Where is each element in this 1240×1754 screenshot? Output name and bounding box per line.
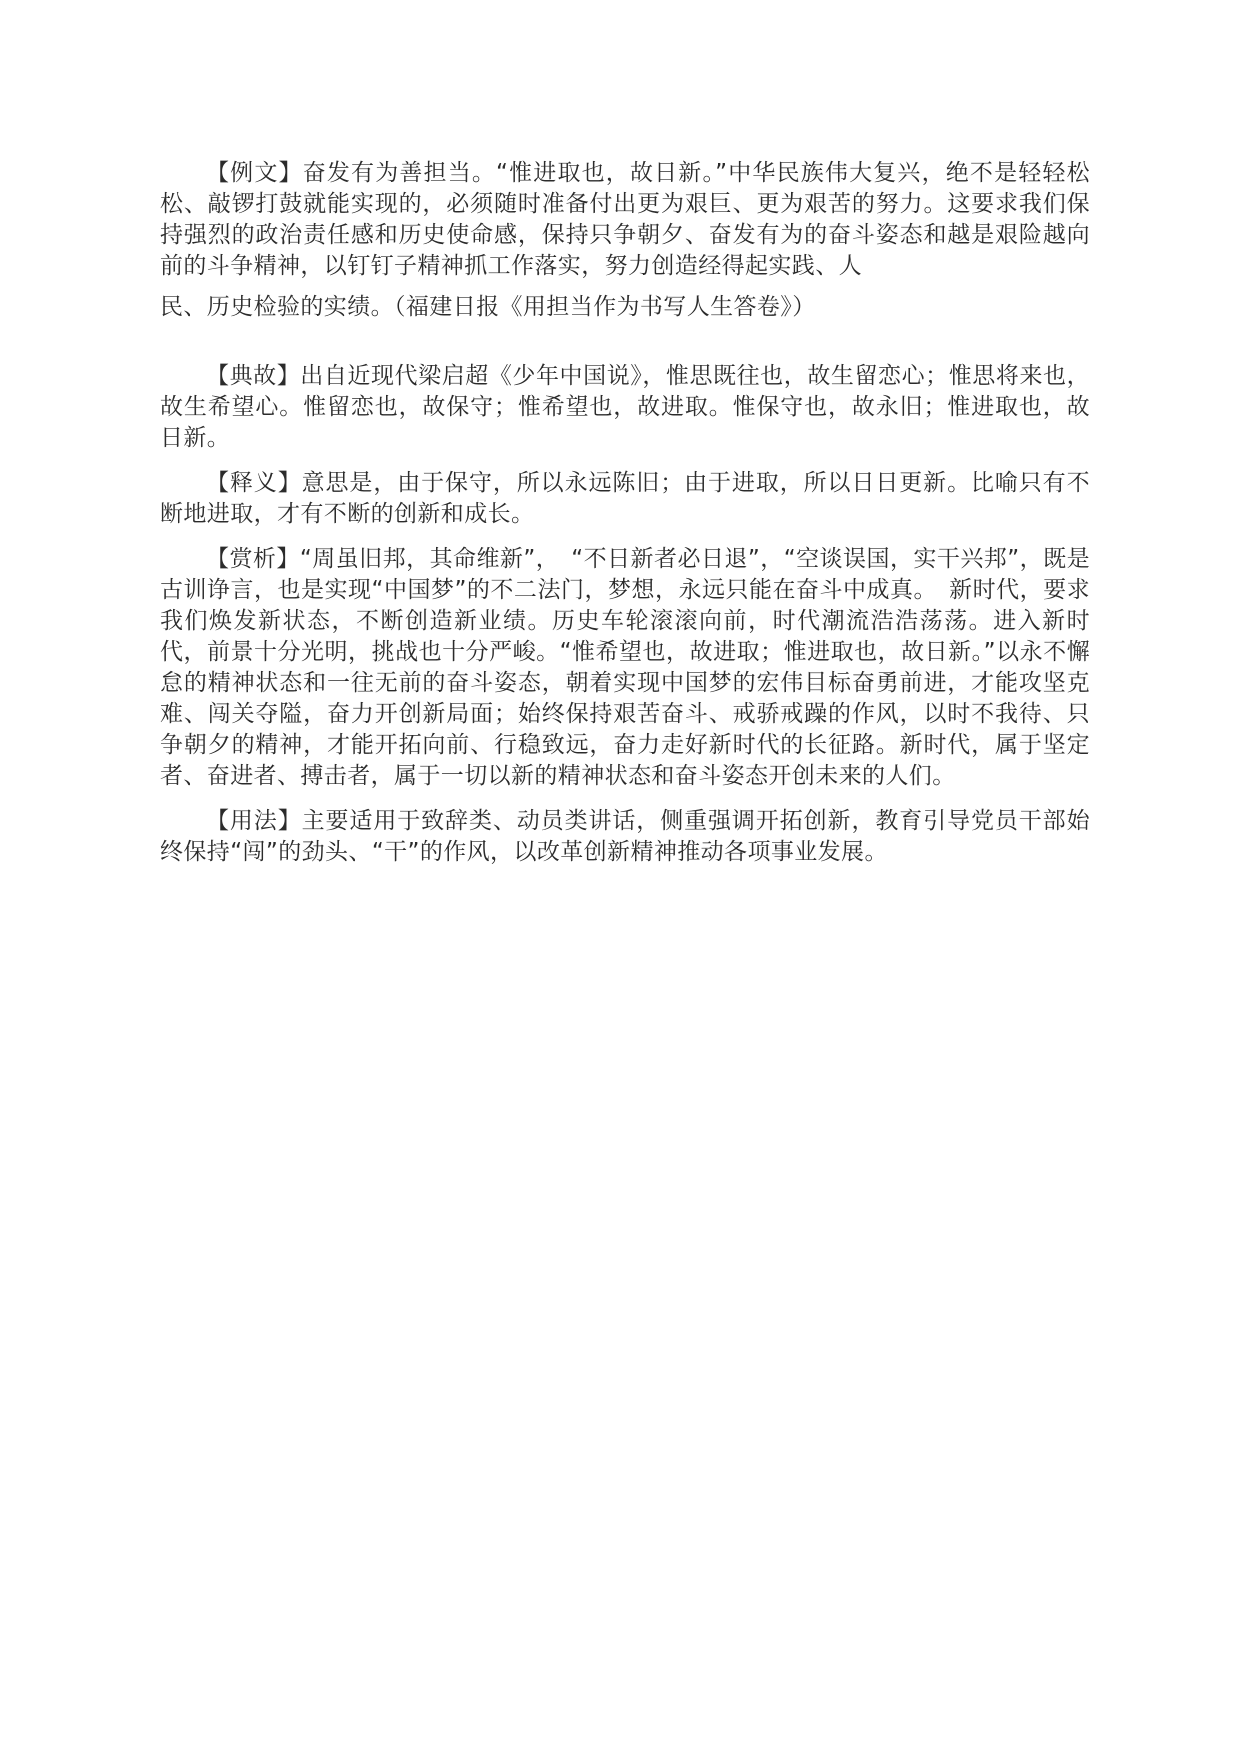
meaning-paragraph: [160, 468, 1090, 530]
meaning-text: 意思是，由于保守，所以永远陈旧；由于进取，所以日日更新。比喻只有不断地进取，才有不断的创新和成长。: [160, 470, 1090, 527]
analysis-tag: 【赏析】: [206, 546, 300, 572]
example-source-line: 民、历史检验的实绩。（福建日报《用担当作为书写人生答卷》）: [160, 294, 816, 320]
meaning-tag: 【释义】: [206, 470, 302, 496]
analysis-text: “周虽旧邦，其命维新”， “不日新者必日退”，“空谈误国，实干兴邦”，既是古训诤言，也是实现“中国梦”的不二法门，梦想，永远只能在奋斗中成真。 新时代，要求我们焕发新状态，不断创造新业绩。历史车轮滚滚向前，时代潮流浩浩荡荡。进入新时代，前景十分光明，挑战也十分严峻。“惟希望也，故进取；惟进取也，故日新。”以永不懈怠的精神状态和一往无前的奋斗姿态，朝着实现中国梦的宏伟目标奋勇前进，才能攻坚克难、闯关夺隘，奋力开创新局面；始终保持艰苦奋斗、戒骄戒躁的作风，以时不我待、只争朝夕的精神，才能开拓向前、行稳致远，奋力走好新时代的长征路。新时代，属于坚定者、奋进者、搏击者，属于一切以新的精神状态和奋斗姿态开创未来的人们。: [160, 546, 1090, 789]
usage-tag: 【用法】: [206, 808, 302, 834]
allusion-tag: 【典故】: [206, 363, 301, 389]
document-body: [160, 158, 1090, 868]
allusion-text: 出自近现代梁启超《少年中国说》，惟思既往也，故生留恋心；惟思将来也，故生希望心。惟留恋也，故保守；惟希望也，故进取。惟保守也，故永旧；惟进取也，故日新。: [160, 363, 1090, 451]
usage-paragraph: [160, 806, 1090, 868]
allusion-paragraph: [160, 361, 1090, 454]
analysis-paragraph: [160, 544, 1090, 792]
example-text: 奋发有为善担当。“惟进取也，故日新。”中华民族伟大复兴，绝不是轻轻松松、敲锣打鼓就能实现的，必须随时准备付出更为艰巨、更为艰苦的努力。这要求我们保持强烈的政治责任感和历史使命感，保持只争朝夕、奋发有为的奋斗姿态和越是艰险越向前的斗争精神，以钉钉子精神抓工作落实，努力创造经得起实践、人: [160, 160, 1090, 279]
usage-text: 主要适用于致辞类、动员类讲话，侧重强调开拓创新，教育引导党员干部始终保持“闯”的劲头、“干”的作风，以改革创新精神推动各项事业发展。: [160, 808, 1090, 865]
example-paragraph: [160, 158, 1090, 282]
example-tag: 【例文】: [206, 160, 303, 186]
